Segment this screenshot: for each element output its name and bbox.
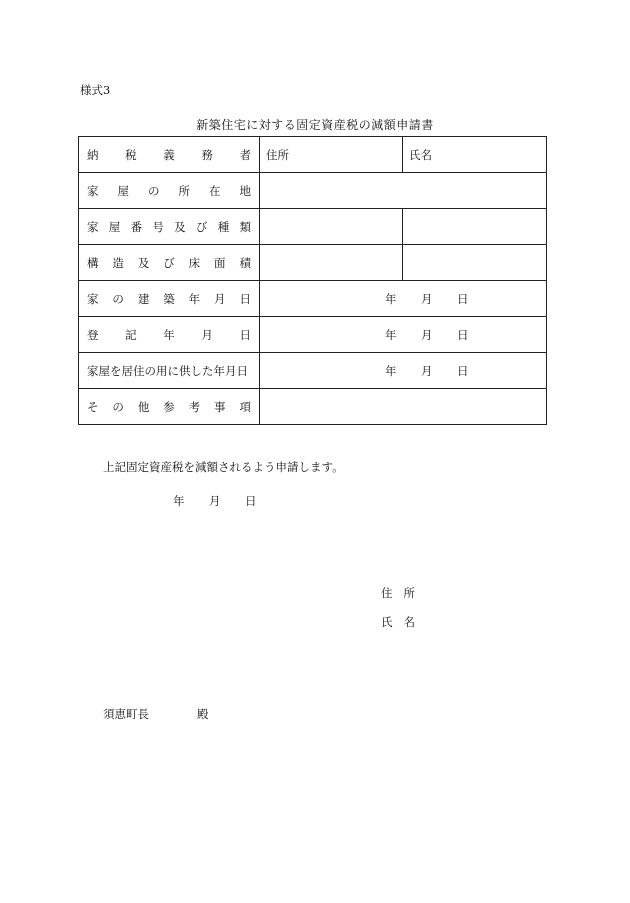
floor-area-cell[interactable] (403, 245, 547, 281)
label-char: 日 (239, 327, 251, 342)
label-char: 考 (188, 399, 201, 414)
form-number: 様式3 (80, 83, 111, 97)
day-label: 日 (457, 363, 469, 378)
day-label: 日 (457, 327, 469, 342)
built-date-label (79, 281, 260, 317)
label-char: 月 (214, 291, 226, 306)
other-cell[interactable] (260, 389, 547, 425)
other-label (79, 389, 260, 425)
month-label: 月 (421, 363, 433, 378)
month-label: 月 (421, 291, 433, 306)
addressee: 須恵町長 (103, 707, 149, 721)
label-char: 築 (163, 291, 175, 306)
label-char: 納 (87, 147, 99, 162)
label-char: 家 (87, 219, 99, 234)
location-cell[interactable] (260, 173, 547, 209)
label-char: 務 (201, 147, 213, 162)
table-row-residence-date (79, 353, 547, 389)
label-char: 種 (217, 219, 230, 234)
label-char: 事 (214, 399, 226, 414)
table-row-built-date (79, 281, 547, 317)
house-number-cell[interactable] (260, 209, 403, 245)
label-char: 年 (188, 291, 201, 306)
spread-label (87, 147, 251, 163)
day-label: 日 (457, 291, 469, 306)
residence-date-label: 家屋を居住の用に供した年月日 (79, 353, 260, 389)
name-label: 氏名 (409, 147, 432, 162)
label-char: の (112, 399, 124, 414)
structure-cell[interactable] (260, 245, 403, 281)
taxpayer-label (79, 137, 260, 173)
label-char: 屋 (108, 219, 121, 234)
label-char: 地 (239, 183, 251, 198)
registration-label (79, 317, 260, 353)
address-label: 住所 (266, 147, 289, 162)
label-char: 面 (214, 255, 226, 270)
page-title: 新築住宅に対する固定資産税の減額申請書 (196, 118, 434, 132)
label-char: び (195, 219, 208, 234)
label-char: 家 (87, 183, 99, 198)
label-char: 積 (239, 255, 251, 270)
taxpayer-address-cell[interactable] (260, 137, 403, 173)
label-char: 参 (163, 399, 175, 414)
apply-month-label: 月 (209, 494, 221, 508)
label-char: 日 (239, 291, 251, 306)
table-row-location (79, 173, 547, 209)
label-char: 義 (163, 147, 175, 162)
table-row-taxpayer (79, 137, 547, 173)
house-number-label (79, 209, 260, 245)
label-char: そ (87, 399, 99, 414)
taxpayer-name-cell[interactable] (403, 137, 547, 173)
label-char: 他 (137, 399, 150, 414)
label-char: 家 (87, 291, 99, 306)
year-label: 年 (385, 291, 397, 306)
label-char: 号 (152, 219, 164, 234)
registration-date-cell[interactable] (260, 317, 547, 353)
label-char: 構 (87, 255, 99, 270)
structure-label (79, 245, 260, 281)
residence-date-cell[interactable] (260, 353, 547, 389)
table-row-other (79, 389, 547, 425)
label-char: 項 (239, 399, 251, 414)
label-char: 及 (137, 255, 150, 270)
month-label: 月 (421, 327, 433, 342)
label-char: 税 (125, 147, 137, 162)
label-char: 及 (174, 219, 186, 234)
label-char: 番 (130, 219, 143, 234)
label-char: の (148, 183, 160, 198)
built-date-cell[interactable] (260, 281, 547, 317)
year-label: 年 (385, 363, 397, 378)
label-char: 造 (112, 255, 124, 270)
label-char: 建 (137, 291, 150, 306)
label-char: の (112, 291, 124, 306)
statement-text: 上記固定資産税を減額されるよう申請します。 (103, 460, 344, 474)
apply-year-label: 年 (173, 494, 185, 508)
label-char: 年 (163, 327, 175, 342)
house-type-cell[interactable] (403, 209, 547, 245)
table-row-registration (79, 317, 547, 353)
label-char: 床 (188, 255, 201, 270)
applicant-address-label: 住所 (381, 586, 426, 600)
apply-day-label: 日 (245, 494, 257, 508)
label-char: 類 (239, 219, 251, 234)
honorific: 殿 (197, 707, 209, 721)
label-char: 記 (125, 327, 137, 342)
table-row-structure (79, 245, 547, 281)
label-char: 在 (209, 183, 221, 198)
label-char: 月 (201, 327, 213, 342)
table-row-house-number (79, 209, 547, 245)
year-label: 年 (385, 327, 397, 342)
label-char: 登 (87, 327, 99, 342)
location-label (79, 173, 260, 209)
applicant-name-label: 氏名 (381, 615, 426, 629)
application-table (78, 136, 547, 425)
label-char: 所 (178, 183, 190, 198)
label-char: 者 (239, 147, 251, 162)
label-char: び (163, 255, 175, 270)
label-char: 屋 (117, 183, 129, 198)
